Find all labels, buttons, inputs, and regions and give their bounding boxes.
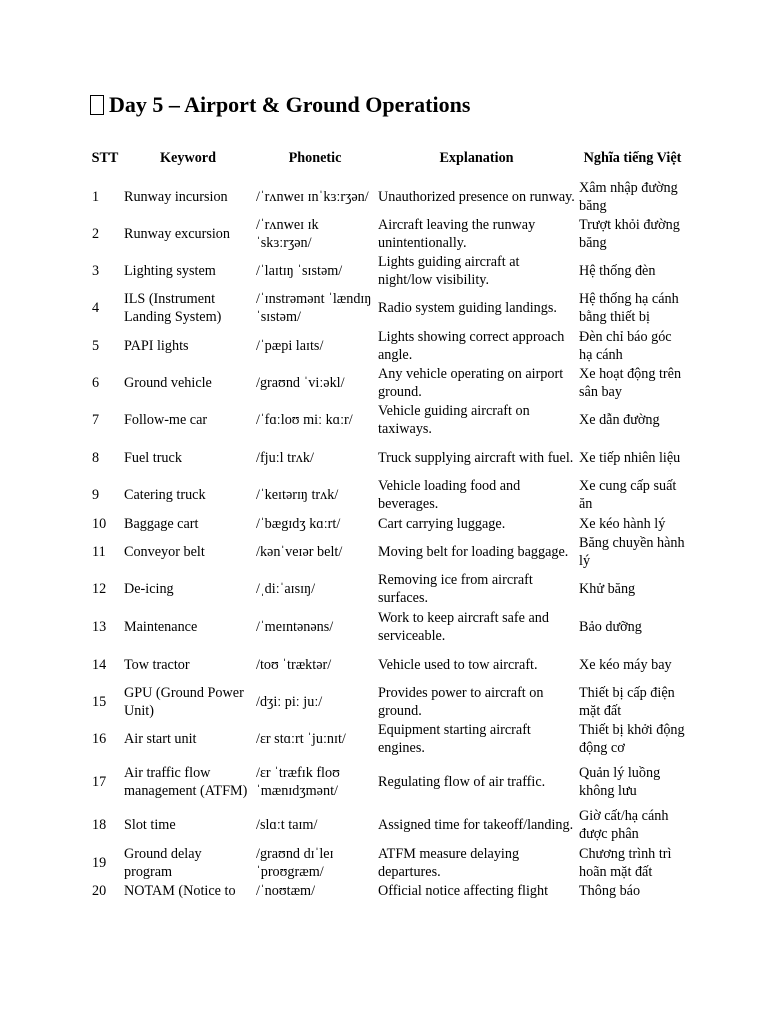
cell-explanation: Unauthorized presence on runway. [378,188,575,205]
cell-phonetic: /dʒiː piː juː/ [256,693,323,710]
cell-keyword: Slot time [124,817,176,833]
header-keyword: Keyword [160,150,216,166]
cell-keyword: Runway incursion [124,188,228,205]
cell-keyword: Follow-me car [124,412,208,428]
cell-explanation: Regulating flow of air traffic. [378,774,546,790]
cell-keyword: PAPI lights [124,337,189,354]
cell-keyword: Conveyor belt [124,543,205,560]
cell-stt: 3 [92,262,100,279]
cell-explanation: Lights guiding aircraft at night/low visibility. [378,253,520,288]
cell-meaning: Thiết bị khởi động động cơ [579,722,685,756]
cell-phonetic: /ˈɪnstrəmənt ˈlændɪŋ ˈsɪstəm/ [256,291,372,325]
cell-stt: 7 [92,412,100,428]
cell-explanation: Cart carrying luggage. [378,515,506,532]
cell-meaning: Khử băng [579,581,636,597]
cell-keyword: Baggage cart [124,515,199,532]
table-row [88,683,688,720]
cell-explanation: Truck supplying aircraft with fuel. [378,449,574,466]
cell-stt: 12 [92,581,107,597]
cell-stt: 14 [92,656,107,673]
cell-explanation: Vehicle loading food and beverages. [378,478,521,512]
table-row [88,720,688,758]
cell-meaning: Quản lý luồng không lưu [579,765,661,799]
cell-keyword: Fuel truck [124,449,182,466]
cell-explanation: Work to keep aircraft safe and serviceable. [378,610,549,644]
table-header-row [88,138,688,178]
cell-keyword: Catering truck [124,487,206,503]
cell-stt: 9 [92,487,100,503]
cell-keyword: Tow tractor [124,656,190,673]
cell-stt: 13 [92,619,107,635]
cell-meaning: Chương trình trì hoãn mặt đất [579,845,672,880]
cell-keyword: De-icing [124,581,174,597]
cell-explanation: Moving belt for loading baggage. [378,543,569,560]
cell-meaning: Xe tiếp nhiên liệu [579,449,681,466]
table-row [88,439,688,476]
cell-meaning: Xe kéo hành lý [579,515,666,532]
cell-phonetic: /ˌdiːˈaɪsɪŋ/ [256,581,316,597]
cell-keyword: GPU (Ground Power Unit) [124,684,244,719]
cell-stt: 15 [92,693,107,710]
cell-meaning: Hệ thống đèn [579,262,656,279]
cell-keyword: NOTAM (Notice to [124,882,236,899]
cell-keyword: Lighting system [124,262,216,279]
cell-keyword: Ground vehicle [124,374,212,391]
cell-stt: 2 [92,225,100,242]
table-row [88,514,688,533]
cell-stt: 17 [92,774,107,790]
table-row [88,881,688,900]
table-row [88,327,688,364]
table-row [88,758,688,806]
cell-explanation: Vehicle used to tow aircraft. [378,656,538,673]
cell-meaning: Xâm nhập đường băng [579,179,678,214]
table-row [88,844,688,881]
cell-phonetic: /ɛr stɑːrt ˈjuːnɪt/ [256,731,346,747]
cell-phonetic: /ˈlaɪtɪŋ ˈsɪstəm/ [256,262,343,279]
cell-meaning: Thiết bị cấp điện mặt đất [579,684,675,719]
cell-phonetic: /ˈmeɪntənəns/ [256,619,334,635]
table-row [88,476,688,514]
table-row [88,289,688,327]
table-row [88,401,688,439]
header-phonetic: Phonetic [288,150,342,166]
cell-keyword: Maintenance [124,619,198,635]
table-body [88,178,688,900]
page-title-text: Day 5 – Airport & Ground Operations [109,92,471,117]
cell-stt: 16 [92,731,107,747]
table-row [88,215,688,252]
cell-meaning: Hệ thống hạ cánh bằng thiết bị [579,291,679,325]
header-meaning: Nghĩa tiếng Việt [583,150,682,166]
cell-meaning: Đèn chỉ báo góc hạ cánh [579,328,672,363]
table-row [88,570,688,608]
cell-stt: 4 [92,300,100,316]
cell-keyword: Air traffic flow management (ATFM) [124,765,248,799]
cell-keyword: Ground delay program [124,845,202,880]
cell-phonetic: /graʊnd dɪˈleɪ ˈproʊgræm/ [256,845,334,880]
cell-keyword: Runway excursion [124,225,230,242]
table-row [88,646,688,683]
cell-keyword: Air start unit [124,731,197,747]
table-row [88,533,688,570]
cell-explanation: ATFM measure delaying departures. [378,845,520,880]
cell-phonetic: /ˈfɑːloʊ miː kɑːr/ [256,412,353,428]
cell-phonetic: /ˈrʌnweɪ ɪk ˈskɜːrʒən/ [256,216,319,251]
cell-explanation: Any vehicle operating on airport ground. [378,365,564,400]
cell-stt: 20 [92,882,107,899]
cell-meaning: Xe kéo máy bay [579,656,672,673]
cell-explanation: Provides power to aircraft on ground. [378,684,544,719]
cell-stt: 6 [92,374,100,391]
cell-meaning: Trượt khỏi đường băng [579,216,680,251]
cell-meaning: Xe cung cấp suất ăn [579,478,677,512]
cell-stt: 5 [92,337,100,354]
table-row [88,806,688,844]
cell-explanation: Vehicle guiding aircraft on taxiways. [378,403,530,437]
cell-stt: 18 [92,817,107,833]
cell-stt: 19 [92,854,107,871]
cell-meaning: Băng chuyền hành lý [579,534,685,569]
cell-explanation: Aircraft leaving the runway unintentionally. [378,216,536,251]
header-explanation: Explanation [439,150,514,166]
cell-phonetic: /slɑːt taɪm/ [256,817,318,833]
vocabulary-table [88,138,688,900]
cell-phonetic: /ˈrʌnweɪ ɪnˈkɜːrʒən/ [256,188,369,205]
cell-meaning: Thông báo [579,882,641,899]
cell-explanation: Equipment starting aircraft engines. [378,722,531,756]
cell-explanation: Assigned time for takeoff/landing. [378,817,574,833]
cell-meaning: Giờ cất/hạ cánh được phân [579,808,669,842]
cell-explanation: Lights showing correct approach angle. [378,328,565,363]
cell-stt: 8 [92,449,100,466]
table-row [88,252,688,289]
table-row [88,608,688,646]
cell-phonetic: /fjuːl trʌk/ [256,449,314,466]
cell-phonetic: /ɛr ˈtræfɪk floʊ ˈmænɪdʒmənt/ [256,765,340,799]
cell-meaning: Xe hoạt động trên sân bay [579,365,682,400]
cell-stt: 1 [92,188,100,205]
cell-phonetic: /ˈpæpi laɪts/ [256,337,324,354]
cell-phonetic: /ˈbægɪdʒ kɑːrt/ [256,515,341,532]
cell-phonetic: /toʊ ˈtræktər/ [256,656,332,673]
cell-phonetic: /kənˈveɪər belt/ [256,543,343,560]
cell-phonetic: /ˈkeɪtərɪŋ trʌk/ [256,487,339,503]
cell-meaning: Xe dẫn đường [579,412,660,428]
cell-stt: 10 [92,515,107,532]
cell-explanation: Official notice affecting flight [378,882,549,899]
cell-meaning: Bảo dưỡng [579,619,642,635]
table-row [88,364,688,401]
cell-keyword: ILS (Instrument Landing System) [124,291,222,325]
table-row [88,178,688,215]
header-stt: STT [91,150,119,166]
cell-phonetic: /graʊnd ˈviːəkl/ [256,374,345,391]
cell-phonetic: /ˈnoʊtæm/ [256,882,316,899]
cell-stt: 11 [92,543,106,560]
cell-explanation: Removing ice from aircraft surfaces. [378,572,533,606]
cell-explanation: Radio system guiding landings. [378,300,557,316]
